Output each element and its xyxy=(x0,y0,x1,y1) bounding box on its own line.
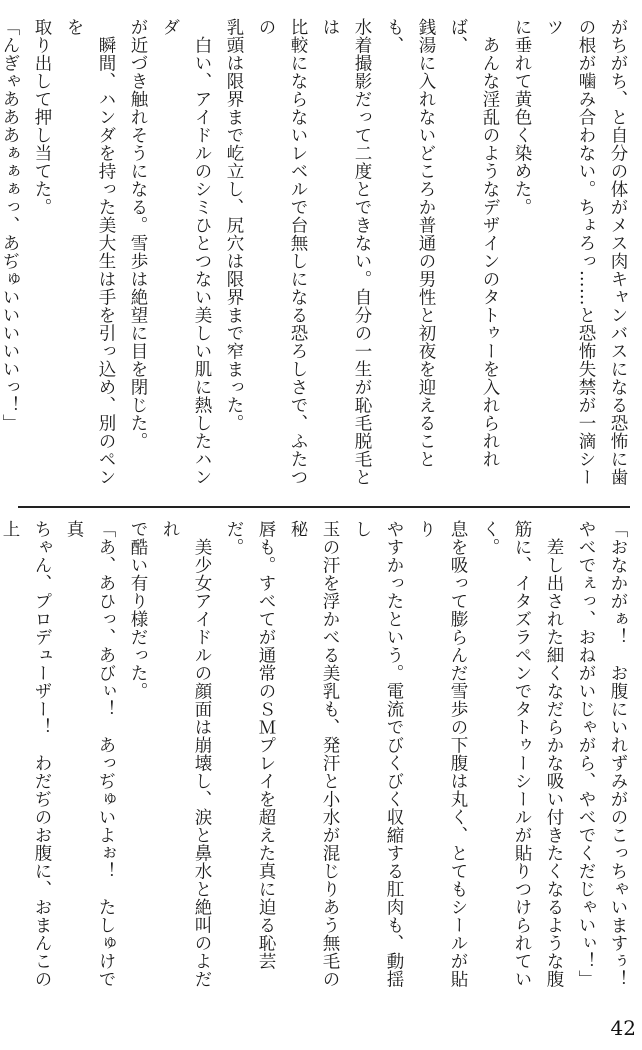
bottom-text-block xyxy=(0,520,634,1002)
text-line: 美少女アイドルの顔面は崩壊し、涙と鼻水と絶叫のよだれ xyxy=(160,520,212,988)
text-line: 比較にならないレベルで台無しになる恐ろしさで、ふたつの xyxy=(256,18,308,486)
text-line: で酷い有り様だった。 xyxy=(128,520,148,700)
text-line: 銭湯に入れないどころか普通の男性と初夜を迎えることも、 xyxy=(384,18,436,468)
dialogue-line: ちゃん、プロデューザー！ わだぢのお腹に、おまんこの上 xyxy=(0,520,52,988)
dialogue-line: 「あ、あひっ、あびぃ！ あっぢゅいよぉ！ たしゅけで真 xyxy=(64,520,116,988)
text-line: あんな淫乱のようなデザインのタトゥーを入れられれば、 xyxy=(448,18,500,468)
top-text-block xyxy=(0,18,634,496)
text-line: 水着撮影だって二度とできない。自分の一生が恥毛脱毛とは xyxy=(320,18,372,486)
text-line: の根が噛み合わない。ちょろっ……と恐怖失禁が一滴シーツ xyxy=(544,18,596,486)
text-line: 玉の汗を浮かべる美乳も、発汗と小水が混じりあう無毛の秘 xyxy=(288,520,340,988)
text-line: が近づき触れそうになる。雪歩は絶望に目を閉じた。 xyxy=(128,18,148,450)
text-line: 白い、アイドルのシミひとつない美しい肌に熱したハンダ xyxy=(160,18,212,486)
dialogue-line: 「おなかがぁ！ お腹にいれずみがのこっちゃいますぅ！ xyxy=(608,520,628,988)
text-line: に垂れて黄色く染めた。 xyxy=(512,18,532,216)
text-line: 息を吸って膨らんだ雪歩の下腹は丸く、とてもシールが貼り xyxy=(416,520,468,988)
text-line: がちがち、と自分の体がメス肉キャンバスになる恐怖に歯 xyxy=(608,18,628,486)
text-line: 差し出された細くなだらかな吸い付きたくなるような腹 xyxy=(544,520,564,988)
text-line: 瞬間、ハンダを持った美大生は手を引っ込め、別のペンを xyxy=(64,18,116,486)
text-line: 筋に、イタズラペンでタトゥーシールが貼りつけられていく。 xyxy=(480,520,532,988)
text-line: 乳頭は限界まで屹立し、尻穴は限界まで窄まった。 xyxy=(224,18,244,432)
section-divider xyxy=(18,506,630,508)
dialogue-line: やべでぇっ、おねがいじゃがら、やべでくだじゃいぃ！」 xyxy=(576,520,596,988)
text-line: 唇も。すべてが通常のＳＭプレイを超えた真に迫る恥芸だ。 xyxy=(224,520,276,970)
page-number: 42 xyxy=(610,1016,636,1040)
text-line: やすかったという。電流でびくびく収縮する肛肉も、動揺し xyxy=(352,520,404,988)
dialogue-line: 「んぎゃあああぁぁぁっ、あぢゅいいいいいっ！」 xyxy=(0,18,20,432)
text-line: 取り出して押し当てた。 xyxy=(32,18,52,216)
